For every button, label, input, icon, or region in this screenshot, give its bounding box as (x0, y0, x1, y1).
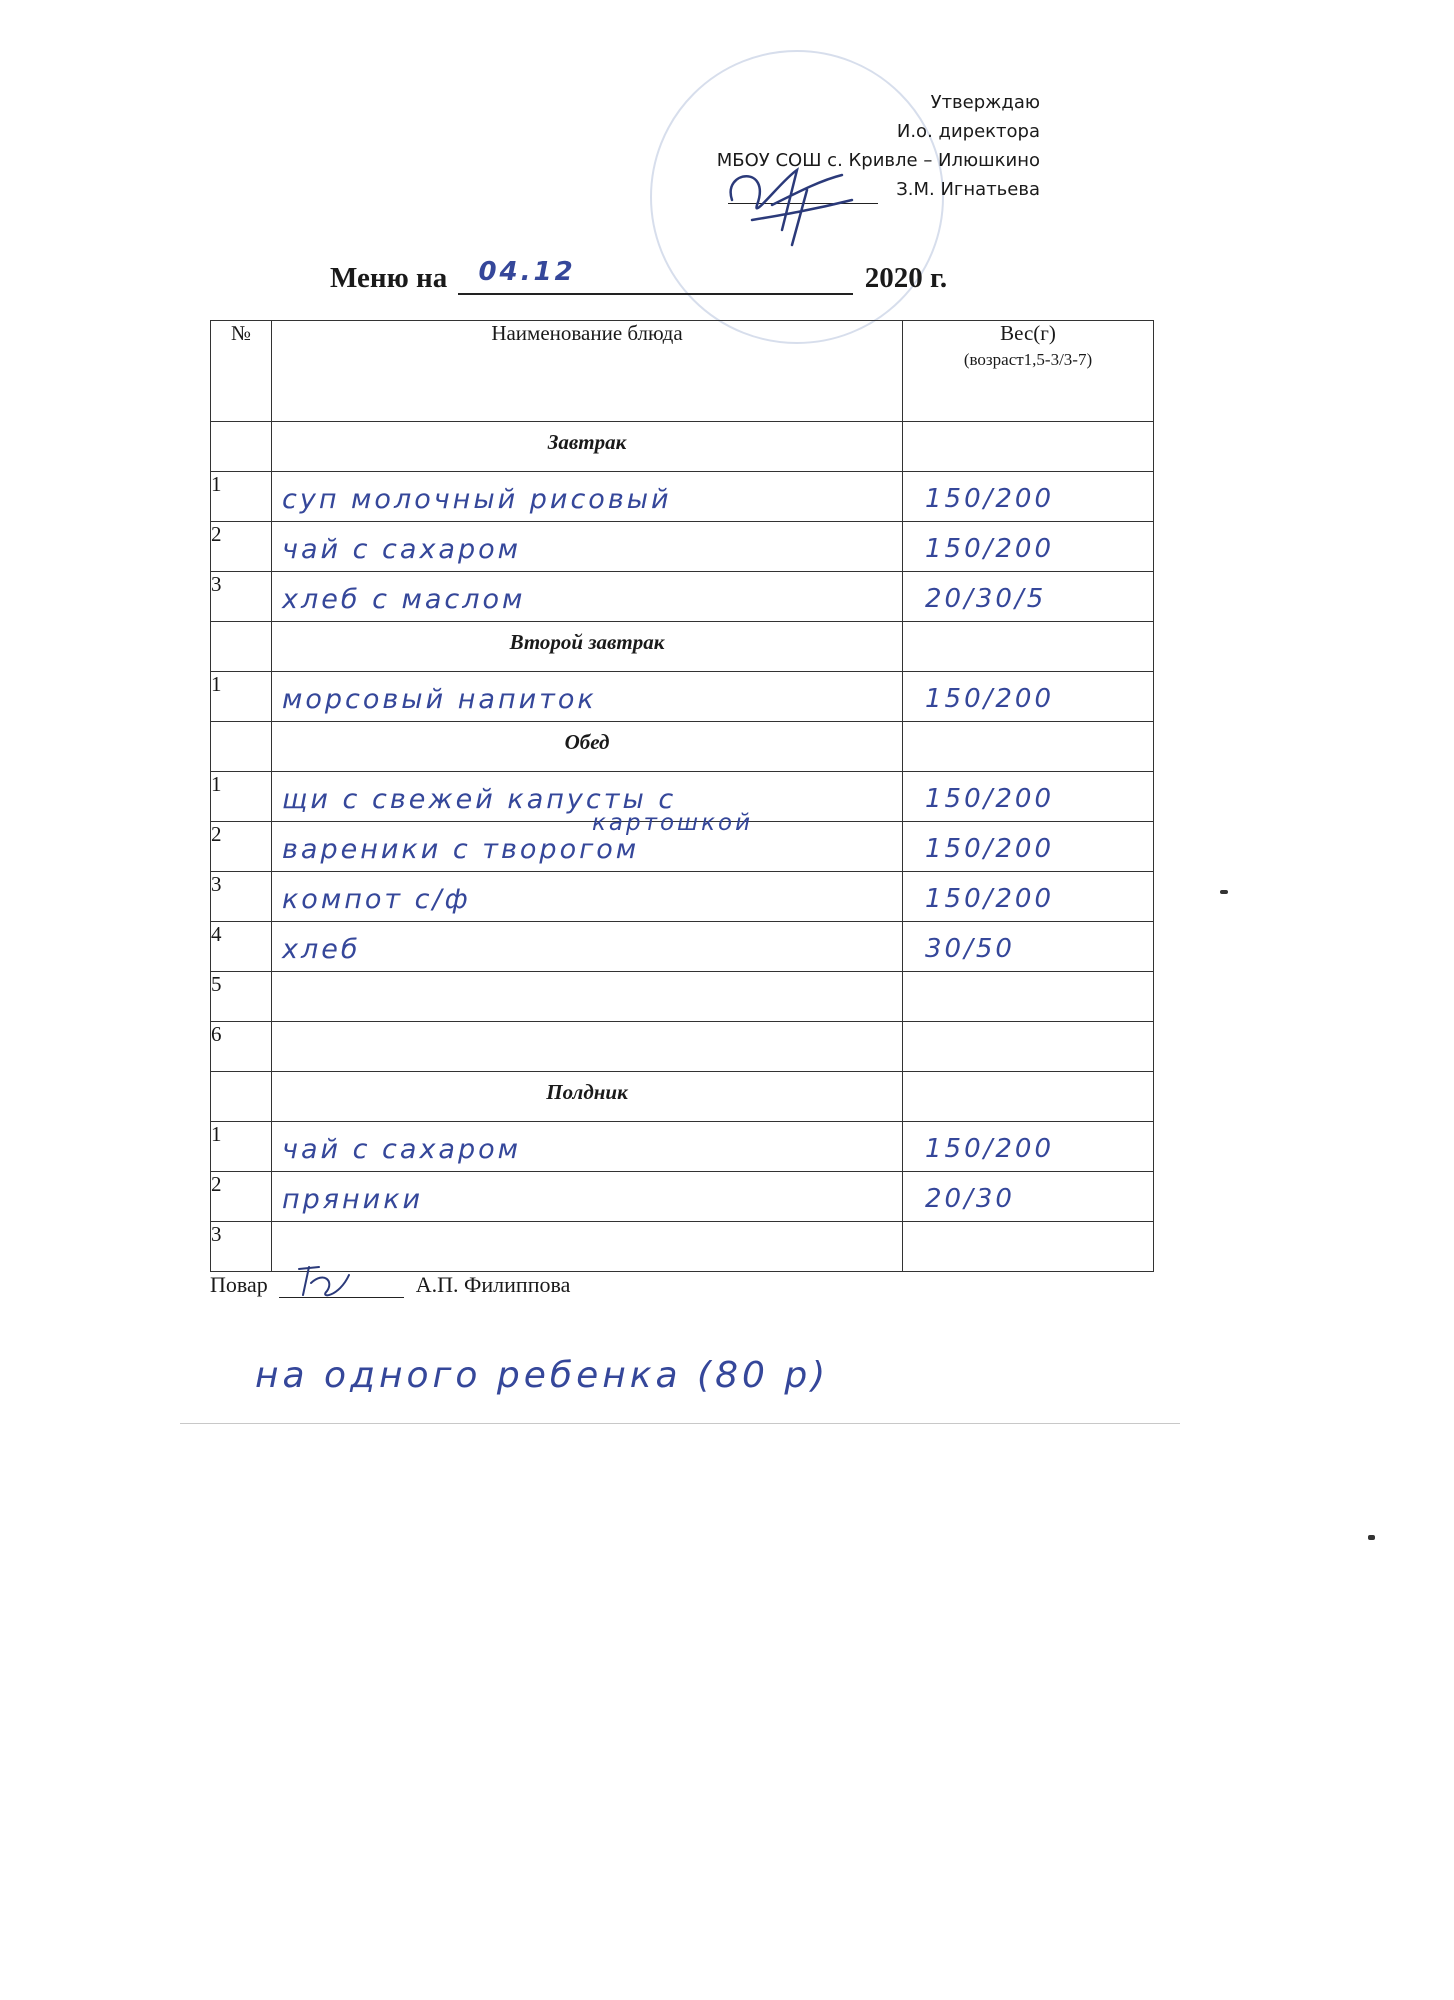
dish-name: суп молочный рисовый (282, 484, 672, 515)
dish-weight: 20/30/5 (925, 584, 1047, 614)
row-number: 1 (211, 772, 272, 822)
weight-cell (903, 1022, 1154, 1072)
row-number: 1 (211, 1122, 272, 1172)
approval-line-1: Утверждаю (930, 92, 1040, 113)
cook-signature-block (210, 1272, 570, 1298)
weight-cell (903, 1222, 1154, 1272)
section-title: Полдник (272, 1072, 903, 1122)
dish-name: щи с свежей капусты с (282, 784, 677, 815)
dish-cell (272, 1022, 903, 1072)
weight-cell (903, 672, 1154, 722)
table-row (211, 472, 1154, 522)
scan-mark (1368, 1535, 1375, 1540)
dish-cell (272, 472, 903, 522)
dish-weight: 150/200 (925, 884, 1055, 914)
menu-date-value: 04.12 (478, 257, 576, 287)
table-row (211, 1022, 1154, 1072)
dish-cell (272, 572, 903, 622)
table-header-row (211, 321, 1154, 422)
weight-cell (903, 1172, 1154, 1222)
table-row (211, 1172, 1154, 1222)
dish-cell (272, 922, 903, 972)
row-number: 3 (211, 572, 272, 622)
cook-label: Повар (210, 1272, 268, 1297)
weight-cell (903, 522, 1154, 572)
dish-name: пряники (282, 1184, 424, 1215)
approval-signer: З.М. Игнатьева (896, 179, 1040, 200)
cook-signature (289, 1261, 359, 1301)
section-row-afternoon-snack (211, 1072, 1154, 1122)
table-row (211, 922, 1154, 972)
row-number: 2 (211, 822, 272, 872)
weight-cell (903, 1122, 1154, 1172)
weight-cell (903, 572, 1154, 622)
weight-cell (903, 872, 1154, 922)
table-row (211, 572, 1154, 622)
dish-weight: 150/200 (925, 484, 1055, 514)
header-number: № (211, 321, 272, 422)
row-number: 6 (211, 1022, 272, 1072)
row-number: 3 (211, 1222, 272, 1272)
dish-weight: 150/200 (925, 784, 1055, 814)
dish-weight: 150/200 (925, 834, 1055, 864)
dish-cell (272, 1222, 903, 1272)
weight-cell (903, 772, 1154, 822)
dish-name: хлеб с маслом (282, 584, 526, 615)
table-row (211, 1122, 1154, 1172)
scan-mark (1220, 890, 1228, 894)
table-row (211, 972, 1154, 1022)
dish-cell (272, 810, 903, 872)
row-number: 5 (211, 972, 272, 1022)
dish-weight: 150/200 (925, 534, 1055, 564)
table-row (211, 872, 1154, 922)
dish-weight: 150/200 (925, 684, 1055, 714)
dish-cell (272, 872, 903, 922)
weight-cell (903, 922, 1154, 972)
table-row (211, 672, 1154, 722)
dish-weight: 150/200 (925, 1134, 1055, 1164)
dish-cell (272, 672, 903, 722)
header-dish-name: Наименование блюда (272, 321, 903, 422)
section-title: Завтрак (272, 422, 903, 472)
dish-weight: 30/50 (925, 934, 1015, 964)
approval-line-3: МБОУ СОШ с. Кривле – Илюшкино (716, 150, 1040, 171)
header-weight-label: Вес(г) (1000, 321, 1056, 345)
section-title: Обед (272, 722, 903, 772)
weight-cell (903, 822, 1154, 872)
dish-name: чай с сахаром (282, 1134, 521, 1165)
menu-title-year: 2020 г. (864, 262, 948, 294)
handwritten-note: на одного ребенка (80 р) (255, 1355, 830, 1396)
header-weight-age: (возраст1,5-3/3-7) (963, 350, 1093, 369)
row-number: 1 (211, 672, 272, 722)
dish-cell (272, 772, 903, 822)
weight-cell (903, 972, 1154, 1022)
cook-signature-line (279, 1275, 404, 1298)
dish-cell (272, 1172, 903, 1222)
row-number: 3 (211, 872, 272, 922)
table-row (211, 822, 1154, 872)
weight-cell (903, 472, 1154, 522)
dish-name: чай с сахаром (282, 534, 521, 565)
dish-name: вареники с творогом (282, 834, 640, 865)
section-row-lunch (211, 722, 1154, 772)
row-number: 2 (211, 1172, 272, 1222)
menu-title (330, 257, 948, 295)
menu-date-field (458, 257, 853, 295)
row-number: 1 (211, 472, 272, 522)
menu-table (210, 320, 1154, 1272)
dish-weight: 20/30 (925, 1184, 1015, 1214)
menu-title-prefix: Меню на (330, 262, 448, 294)
dish-cell (272, 1122, 903, 1172)
row-number: 4 (211, 922, 272, 972)
dish-cell (272, 522, 903, 572)
row-number: 2 (211, 522, 272, 572)
cook-name: А.П. Филиппова (415, 1272, 571, 1297)
header-weight (903, 321, 1154, 422)
table-row (211, 522, 1154, 572)
dish-name: морсовый напиток (282, 684, 597, 715)
dish-name: хлеб (282, 934, 361, 965)
section-row-breakfast (211, 422, 1154, 472)
section-row-second-breakfast (211, 622, 1154, 672)
section-title: Второй завтрак (272, 622, 903, 672)
page-edge-line (180, 1423, 1180, 1424)
dish-cell (272, 972, 903, 1022)
approval-line-2: И.о. директора (896, 121, 1040, 142)
dish-name: компот с/ф (282, 884, 471, 915)
dish-name-addition: картошкой (592, 810, 754, 836)
director-signature (712, 160, 862, 250)
